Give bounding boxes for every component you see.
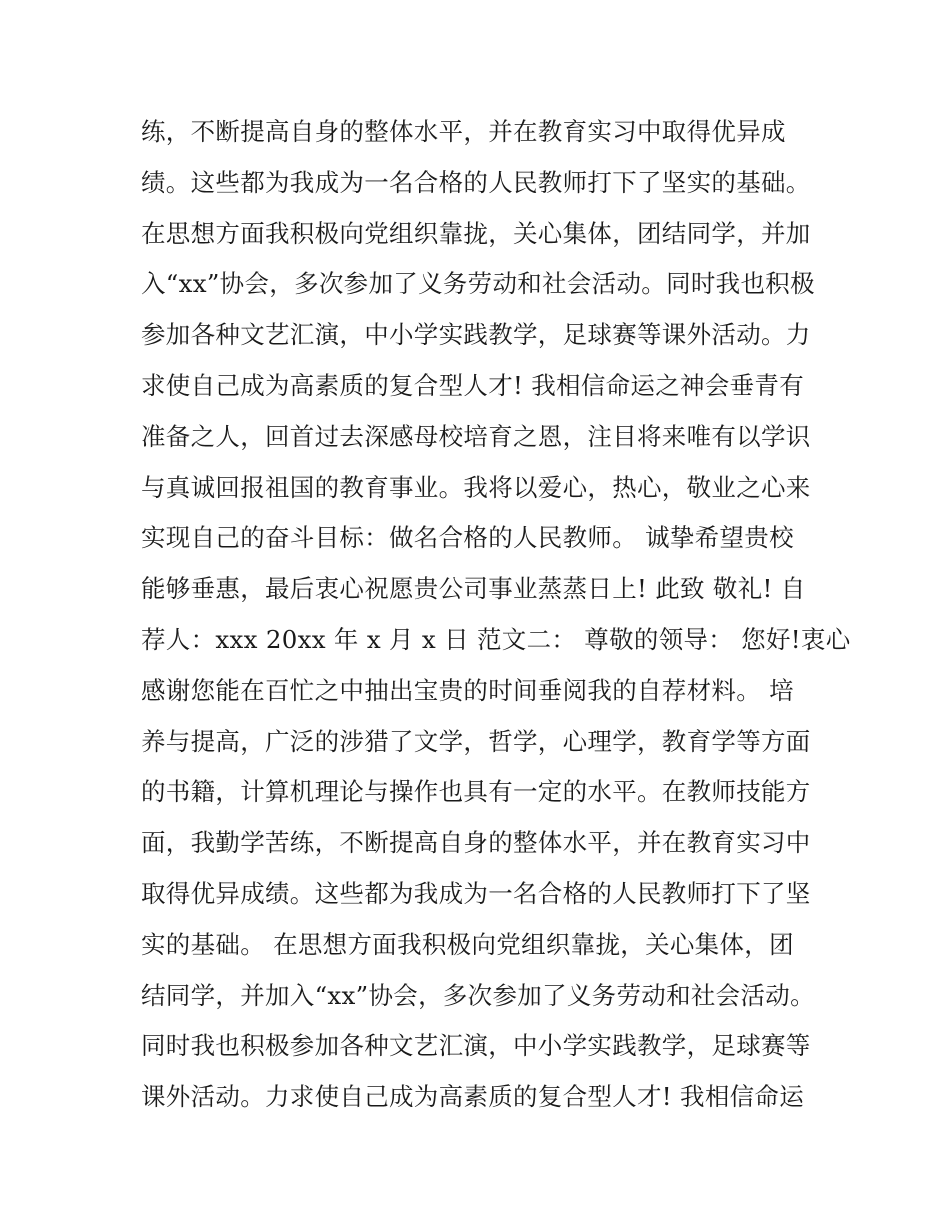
text-line: 实现自己的奋斗目标：做名合格的人民教师。 诚挚希望贵校 [141, 523, 794, 553]
text-line: 入“xx”协会，多次参加了义务劳动和社会活动。同时我也积极 [141, 269, 815, 299]
text-line: 的书籍，计算机理论与操作也具有一定的水平。在教师技能方 [141, 777, 811, 807]
text-line: 养与提高，广泛的涉猎了文学，哲学，心理学，教育学等方面 [141, 726, 811, 756]
text-line: 在思想方面我积极向党组织靠拢，关心集体，团结同学，并加 [141, 218, 811, 248]
text-line: 课外活动。力求使自己成为高素质的复合型人才! 我相信命运 [141, 1082, 805, 1112]
text-line: 结同学，并加入“xx”协会，多次参加了义务劳动和社会活动。 [141, 980, 815, 1010]
body-text [141, 107, 851, 1123]
text-line: 感谢您能在百忙之中抽出宝贵的时间垂阅我的自荐材料。 培 [141, 675, 794, 705]
text-line: 取得优异成绩。这些都为我成为一名合格的人民教师打下了坚 [141, 878, 811, 908]
text-line: 练，不断提高自身的整体水平，并在教育实习中取得优异成 [141, 117, 786, 146]
text-line: 荐人：xxx 20xx 年 x 月 x 日 范文二： 尊敬的领导： 您好!衷心 [141, 624, 851, 654]
text-line: 参加各种文艺汇演，中小学实践教学，足球赛等课外活动。力 [141, 320, 811, 350]
text-line: 面，我勤学苦练，不断提高自身的整体水平，并在教育实习中 [141, 828, 811, 858]
text-line: 绩。这些都为我成为一名合格的人民教师打下了坚实的基础。 [141, 167, 811, 197]
text-line: 实的基础。 在思想方面我积极向党组织靠拢，关心集体，团 [141, 929, 794, 959]
text-line: 能够垂惠，最后衷心祝愿贵公司事业蒸蒸日上! 此致 敬礼! 自 [141, 574, 806, 604]
text-line: 准备之人，回首过去深感母校培育之恩，注目将来唯有以学识 [141, 421, 811, 451]
text-line: 与真诚回报祖国的教育事业。我将以爱心，热心，敬业之心来 [141, 472, 811, 502]
text-line: 求使自己成为高素质的复合型人才! 我相信命运之神会垂青有 [141, 370, 805, 400]
text-line: 同时我也积极参加各种文艺汇演，中小学实践教学，足球赛等 [141, 1031, 811, 1061]
